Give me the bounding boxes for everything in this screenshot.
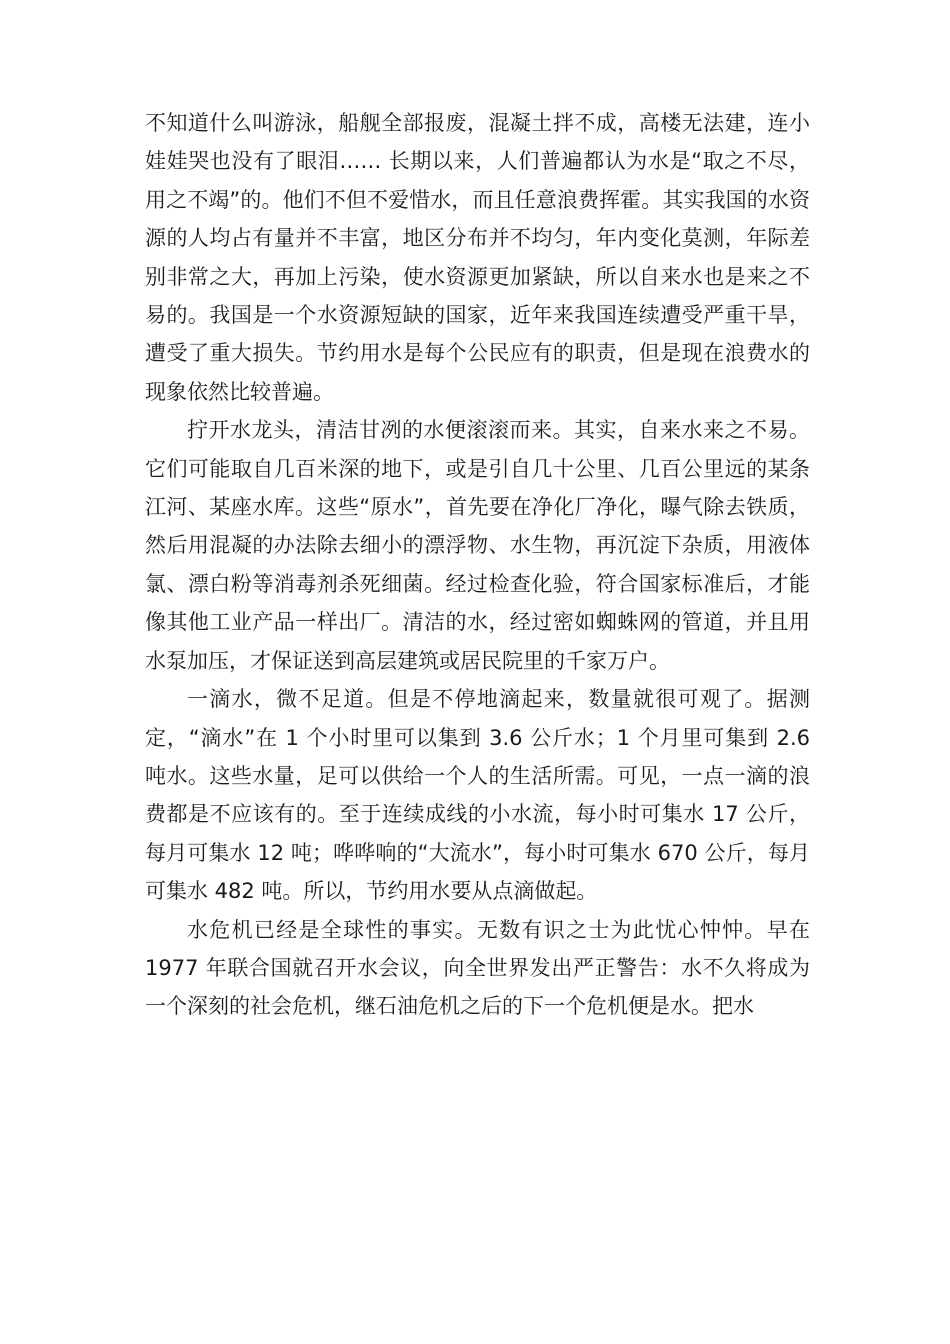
paragraph-4: 水危机已经是全球性的事实。无数有识之士为此忧心忡忡。早在 1977 年联合国就召开水会议，向全世界发出严正警告：水不久将成为一个深刻的社会危机，继石油危机之后的下一个危机便是水。把水	[145, 917, 810, 1019]
paragraph-3: 一滴水，微不足道。但是不停地滴起来，数量就很可观了。据测定，“滴水”在 1 个小时里可以集到 3.6 公斤水；1 个月里可集到 2.6 吨水。这些水量，足可以供给一个人的生活所需。可见，一点一滴的浪费都是不应该有的。至于连续成线的小水流，每小时可集水 17 公斤，每月可集水 12 吨；哗哗响的“大流水”，每小时可集水 670 公斤，每月可集水 482 吨。所以，节约用水要从点滴做起。	[145, 687, 810, 904]
paragraph-2: 拧开水龙头，清洁甘冽的水便滚滚而来。其实，自来水来之不易。它们可能取自几百米深的地下，或是引自几十公里、几百公里远的某条江河、某座水库。这些“原水”，首先要在净化厂净化，曝气除去铁质，然后用混凝的办法除去细小的漂浮物、水生物，再沉淀下杂质，用液体氯、漂白粉等消毒剂杀死细菌。经过检查化验，符合国家标准后，才能像其他工业产品一样出厂。清洁的水，经过密如蜘蛛网的管道，并且用水泵加压，才保证送到高层建筑或居民院里的千家万户。	[145, 418, 810, 673]
paragraph-1: 不知道什么叫游泳，船舰全部报废，混凝土拌不成，高楼无法建，连小娃娃哭也没有了眼泪…… 长期以来，人们普遍都认为水是“取之不尽，用之不竭”的。他们不但不爱惜水，而且任意浪费挥霍。其实我国的水资源的人均占有量并不丰富，地区分布并不均匀，年内变化莫测，年际差别非常之大，再加上污染，使水资源更加紧缺，所以自来水也是来之不易的。我国是一个水资源短缺的国家，近年来我国连续遭受严重干旱，遭受了重大损失。节约用水是每个公民应有的职责，但是现在浪费水的现象依然比较普遍。	[145, 111, 810, 404]
document-body	[145, 104, 810, 1026]
